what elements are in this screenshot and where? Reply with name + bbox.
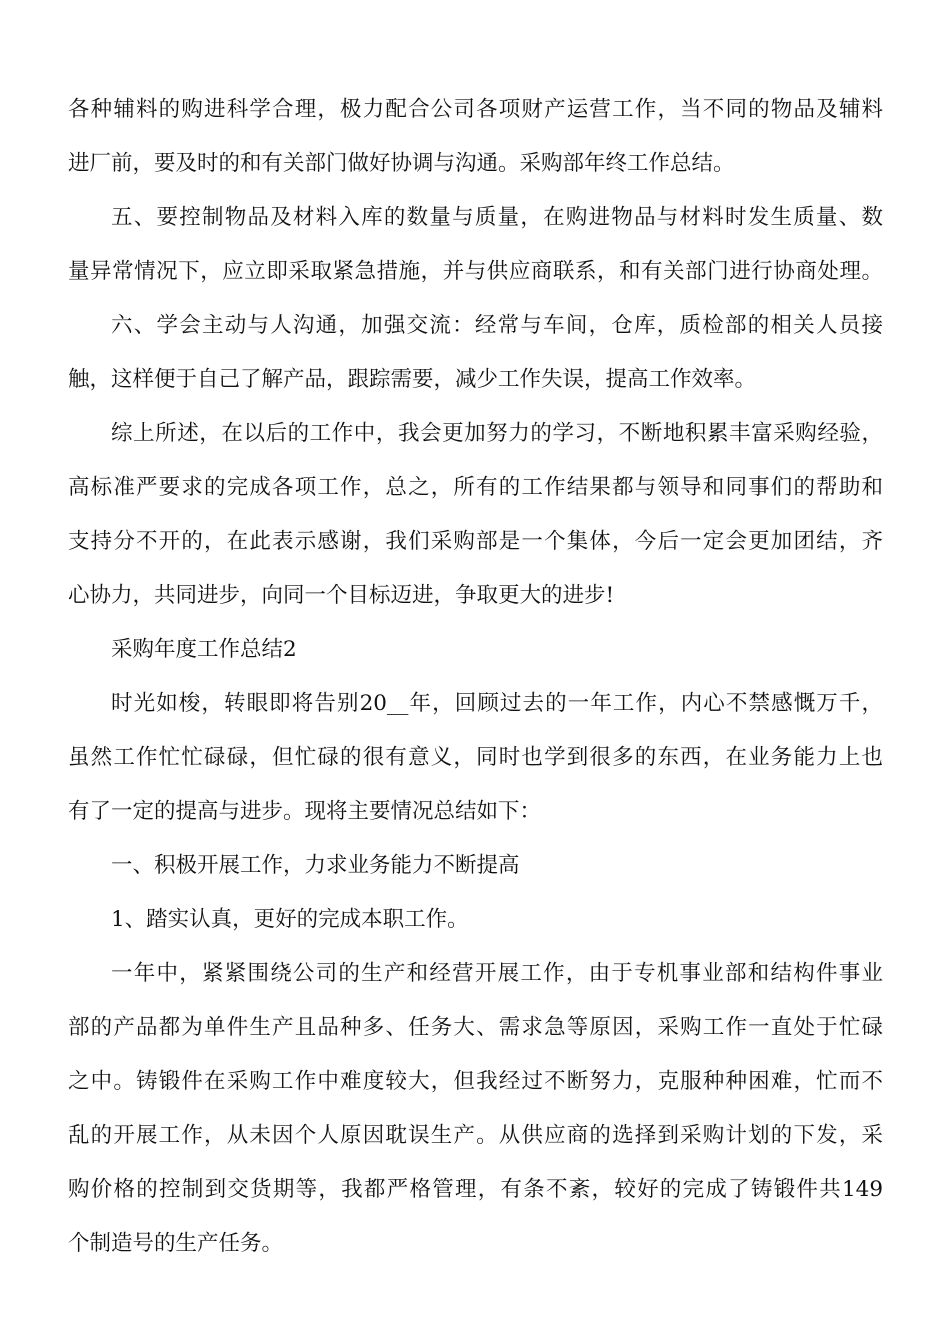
text-line: 各种辅料的购进科学合理，极力配合公司各项财产运营工作，当不同的物品及辅料 — [68, 97, 883, 122]
text-line: 个制造号的生产任务。 — [68, 1231, 284, 1256]
text-line: 采购年度工作总结2 — [111, 637, 297, 662]
text-line: 综上所述，在以后的工作中，我会更加努力的学习，不断地积累丰富采购经验， — [111, 421, 883, 446]
text-line: 量异常情况下，应立即采取紧急措施，并与供应商联系，和有关部门进行协商处理。 — [68, 259, 883, 284]
text-line: 有了一定的提高与进步。现将主要情况总结如下： — [68, 799, 542, 824]
text-line: 一年中，紧紧围绕公司的生产和经营开展工作，由于专机事业部和结构件事业 — [111, 961, 883, 986]
text-line: 时光如梭，转眼即将告别20__年，回顾过去的一年工作，内心不禁感慨万千， — [111, 691, 883, 716]
text-line: 六、学会主动与人沟通，加强交流：经常与车间，仓库，质检部的相关人员接 — [111, 313, 883, 338]
text-line: 五、要控制物品及材料入库的数量与质量，在购进物品与材料时发生质量、数 — [111, 205, 883, 230]
text-line: 部的产品都为单件生产且品种多、任务大、需求急等原因，采购工作一直处于忙碌 — [68, 1015, 883, 1040]
text-line: 高标准严要求的完成各项工作，总之，所有的工作结果都与领导和同事们的帮助和 — [68, 475, 883, 500]
text-line: 乱的开展工作，从未因个人原因耽误生产。从供应商的选择到采购计划的下发，采 — [68, 1123, 883, 1148]
text-line: 进厂前，要及时的和有关部门做好协调与沟通。采购部年终工作总结。 — [68, 151, 735, 176]
text-line: 虽然工作忙忙碌碌，但忙碌的很有意义，同时也学到很多的东西，在业务能力上也 — [68, 745, 883, 770]
document-body — [68, 90, 883, 1278]
text-line: 触，这样便于自己了解产品，跟踪需要，减少工作失误，提高工作效率。 — [68, 367, 757, 392]
text-line: 心协力，共同进步，向同一个目标迈进，争取更大的进步! — [68, 583, 615, 608]
text-line: 之中。铸锻件在采购工作中难度较大，但我经过不断努力，克服种种困难，忙而不 — [68, 1069, 883, 1094]
text-line: 1、踏实认真，更好的完成本职工作。 — [111, 907, 469, 932]
text-line: 一、积极开展工作，力求业务能力不断提高 — [111, 853, 520, 878]
text-line: 支持分不开的，在此表示感谢，我们采购部是一个集体，今后一定会更加团结，齐 — [68, 529, 883, 554]
text-line: 购价格的控制到交货期等，我都严格管理，有条不紊，较好的完成了铸锻件共149 — [68, 1177, 883, 1202]
